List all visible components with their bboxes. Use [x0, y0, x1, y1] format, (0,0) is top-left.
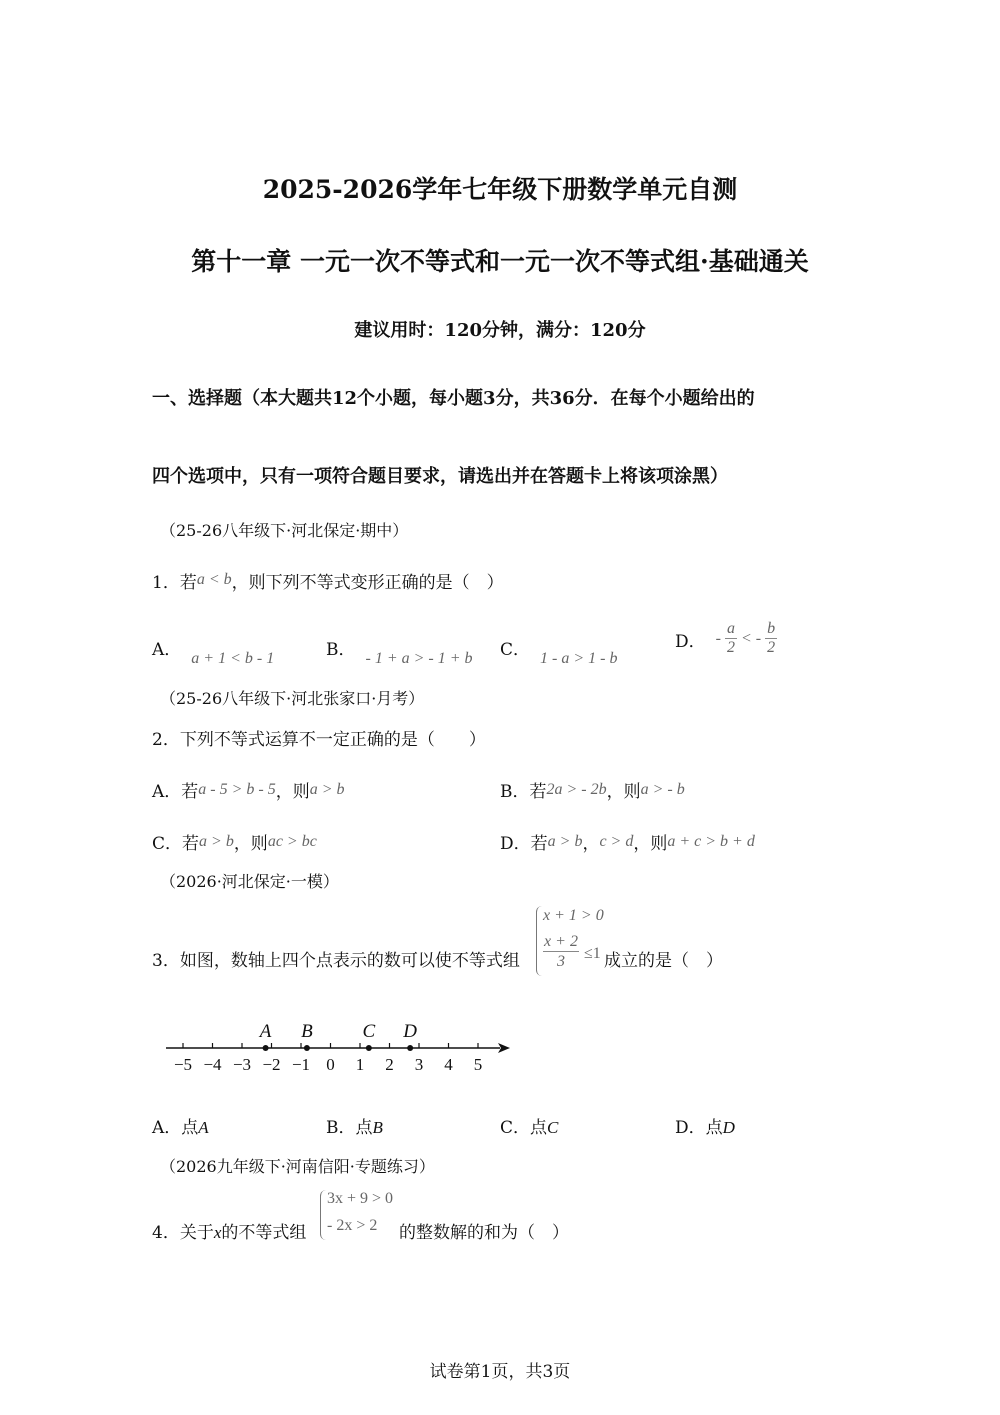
q3-option-d[interactable]: [675, 1113, 735, 1138]
q1-stem-pre: 1．若: [152, 573, 197, 593]
q3-option-d-var: D: [722, 1118, 735, 1137]
number-line-tick-label: 0: [326, 1055, 335, 1074]
q2-option-c-result: ac > bc: [267, 833, 317, 850]
number-line-tick-label: −1: [291, 1055, 311, 1074]
number-line-tick-label: 4: [444, 1055, 453, 1074]
q1-option-c-label: C．: [500, 640, 531, 660]
q2-option-d[interactable]: [500, 829, 755, 854]
q2-option-d-cond1: a > b: [547, 833, 583, 850]
q4-source: （2026九年级下·河南信阳·专题练习）: [160, 1157, 435, 1176]
number-line-tick-label: −3: [232, 1055, 252, 1074]
q2-option-b[interactable]: [500, 777, 685, 802]
q1-option-b-label: B．: [326, 640, 356, 660]
q3-source: （2026·河北保定·一模）: [160, 872, 339, 891]
q3-system-numerator: x + 2: [544, 933, 578, 950]
q2-option-a-label: A．若: [152, 782, 199, 802]
exam-title: 2025-2026学年七年级下册数学单元自测: [262, 175, 738, 204]
q1-option-a-label: A．: [152, 640, 182, 660]
q3-stem-pre: 3．如图，数轴上四个点表示的数可以使不等式组: [152, 951, 520, 971]
q2-option-b-sep: ，则: [606, 782, 641, 802]
q1-option-d-den2: 2: [767, 639, 776, 656]
q2-option-a-sep: ，则: [275, 782, 310, 802]
q3-system-frac: [543, 932, 579, 971]
q3-option-a[interactable]: [152, 1113, 209, 1138]
q1-option-d-num1: a: [726, 620, 735, 637]
q3-option-b-label: B．点: [326, 1118, 373, 1138]
chapter-title: 第十一章 一元一次不等式和一元一次不等式组·基础通关: [191, 247, 809, 276]
q2-option-d-cond2: c > d: [599, 833, 634, 850]
page-footer: 试卷第1页，共3页: [429, 1362, 571, 1382]
q1-option-d-num2: b: [767, 620, 776, 637]
q3-system-relation: ≤1: [584, 945, 601, 962]
q2-option-a-result: a > b: [309, 781, 345, 798]
q4-system-line1: 3x + 9 > 0: [327, 1190, 394, 1207]
number-line-point-label: A: [259, 1021, 272, 1042]
number-line-point-label: B: [301, 1021, 313, 1042]
q3-system-line1: x + 1 > 0: [543, 907, 604, 924]
number-line-tick-label: 2: [385, 1055, 394, 1074]
q3-option-d-label: D．点: [675, 1118, 723, 1138]
q2-option-c-label: C．若: [152, 834, 200, 854]
q3-option-b-var: B: [372, 1118, 383, 1137]
number-line-point-c: [366, 1045, 372, 1051]
number-line-tick-label: 3: [414, 1055, 424, 1074]
section-heading-line1: 一、选择题（本大题共12个小题，每小题3分，共36分．在每个小题给出的: [152, 388, 755, 409]
q2-stem: 2．下列不等式运算不一定正确的是（ ）: [152, 730, 486, 750]
q2-option-b-label: B．若: [500, 782, 547, 802]
q3-option-a-label: A．点: [152, 1118, 199, 1138]
q2-option-b-result: a > - b: [640, 781, 685, 798]
section-heading-line2: 四个选项中，只有一项符合题目要求，请选出并在答题卡上将该项涂黑）: [152, 466, 728, 487]
q2-option-c[interactable]: [152, 829, 317, 854]
q1-condition: a < b: [196, 571, 232, 588]
number-line-tick-label: −5: [173, 1055, 193, 1074]
q2-option-c-sep: ，则: [233, 834, 268, 854]
q4-system-line2: - 2x > 2: [327, 1217, 378, 1234]
number-line-point-label: D: [403, 1021, 418, 1042]
q2-option-b-cond: 2a > - 2b: [546, 781, 607, 798]
q4-stem-post: 的整数解的和为（ ）: [399, 1223, 569, 1243]
q1-option-d[interactable]: [675, 620, 777, 657]
q2-option-a-cond: a - 5 > b - 5: [198, 781, 276, 798]
q1-option-c-expr: 1 - a > 1 - b: [540, 650, 618, 667]
q2-option-d-result: a + c > b + d: [667, 833, 755, 850]
number-line-tick-label: −4: [203, 1055, 222, 1074]
q1-option-a-expr: a + 1 < b - 1: [191, 650, 275, 667]
time-info: 建议用时：120分钟，满分：120分: [354, 320, 646, 341]
q3-option-b[interactable]: [326, 1113, 383, 1138]
q2-source: （25-26八年级下·河北张家口·月考）: [160, 689, 425, 708]
q1-option-b-expr: - 1 + a > - 1 + b: [365, 650, 473, 667]
q1-stem: [152, 568, 504, 593]
q1-option-a[interactable]: [152, 635, 275, 667]
number-line-point-b: [304, 1045, 310, 1051]
q1-option-d-pre: -: [715, 630, 725, 647]
q3-stem-post: 成立的是（ ）: [604, 951, 723, 971]
q2-option-d-sep1: ，: [582, 834, 600, 854]
q3-system-brace: [536, 906, 543, 976]
q3-option-a-var: A: [198, 1118, 209, 1137]
q4-stem-mid: 的不等式组: [221, 1223, 307, 1243]
q3-system-denominator: 3: [557, 953, 565, 970]
number-line-figure: [160, 1015, 520, 1080]
q1-option-d-frac1: [725, 620, 737, 657]
q1-stem-post: ，则下列不等式变形正确的是（ ）: [231, 573, 504, 593]
q4-variable: x: [213, 1223, 222, 1242]
q4-system-brace: [320, 1190, 327, 1240]
q2-option-d-sep2: ，则: [633, 834, 668, 854]
number-line-tick-label: −2: [262, 1055, 281, 1074]
q2-option-c-cond: a > b: [199, 833, 234, 850]
q3-option-c-label: C．点: [500, 1118, 548, 1138]
q4-stem: [152, 1218, 306, 1243]
number-line-point-a: [263, 1045, 269, 1051]
q1-option-d-frac2: [765, 620, 777, 657]
q3-option-c[interactable]: [500, 1113, 558, 1138]
q4-stem-pre: 4．关于: [152, 1223, 214, 1243]
q1-option-d-den1: 2: [726, 639, 735, 656]
number-line-point-d: [407, 1045, 413, 1051]
q2-option-d-label: D．若: [500, 834, 548, 854]
number-line-tick-label: 5: [473, 1055, 483, 1074]
q1-option-b[interactable]: [326, 635, 473, 667]
number-line-point-label: C: [362, 1021, 376, 1042]
number-line-tick-label: 1: [355, 1055, 365, 1074]
q3-option-c-var: C: [547, 1118, 559, 1137]
q1-option-d-mid: < -: [736, 630, 766, 647]
q2-option-a[interactable]: [152, 777, 345, 802]
q1-option-d-label: D．: [675, 632, 706, 652]
q1-option-c[interactable]: [500, 635, 618, 667]
q1-source: （25-26八年级下·河北保定·期中）: [160, 521, 409, 540]
